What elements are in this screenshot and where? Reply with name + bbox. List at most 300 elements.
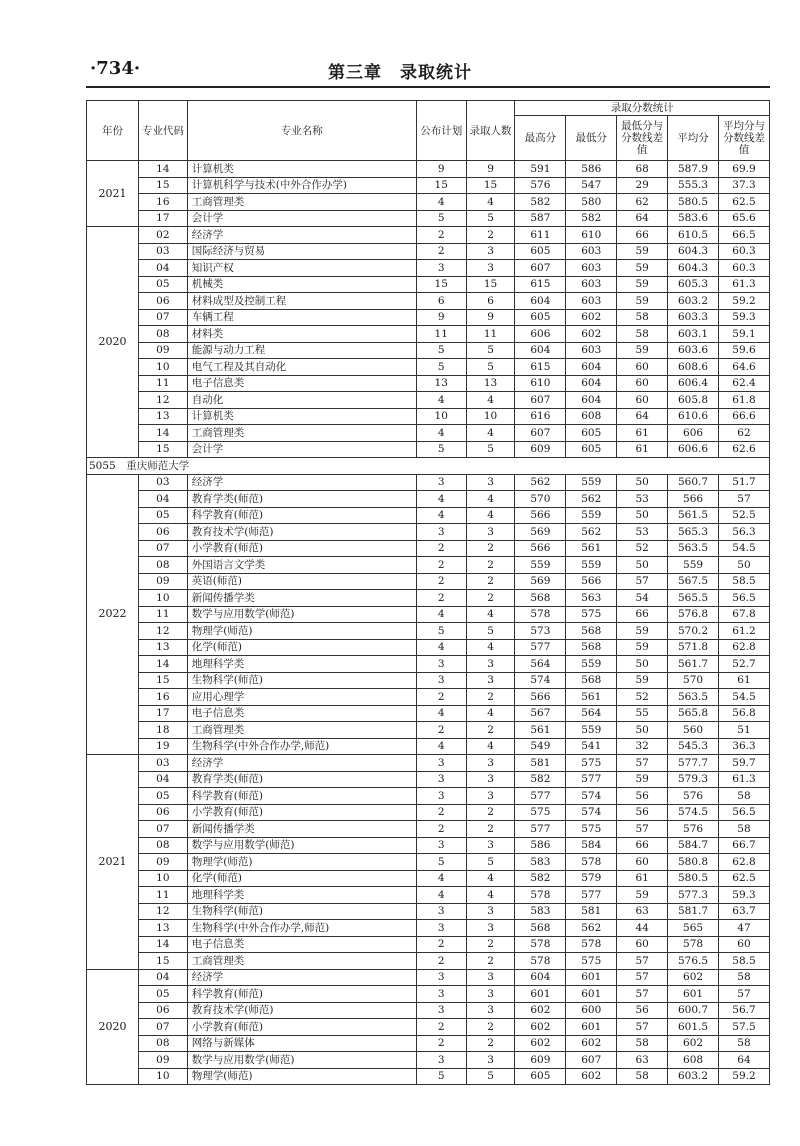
cell-min: 582 [566,210,617,227]
cell-max: 583 [515,854,566,871]
cell-plan: 2 [416,243,466,260]
cell-code: 10 [138,870,187,887]
cell-min: 581 [566,903,617,920]
cell-min-diff: 56 [617,804,668,821]
cell-min-diff: 64 [617,210,668,227]
cell-plan: 3 [416,920,466,937]
cell-avg-diff: 59.1 [718,326,769,343]
cell-avg-diff: 51 [718,722,769,739]
cell-name: 工商管理类 [187,722,416,739]
cell-min-diff: 58 [617,1068,668,1085]
cell-max: 607 [515,260,566,277]
table-row [87,309,770,326]
table-row [87,903,770,920]
cell-plan: 2 [416,227,466,244]
cell-admitted: 2 [466,689,515,706]
cell-name: 网络与新媒体 [187,1035,416,1052]
cell-min: 547 [566,177,617,194]
cell-max: 582 [515,194,566,211]
cell-avg: 606 [668,425,719,442]
cell-avg: 604.3 [668,260,719,277]
cell-plan: 5 [416,854,466,871]
cell-max: 569 [515,573,566,590]
table-row [87,722,770,739]
cell-avg: 555.3 [668,177,719,194]
cell-avg-diff: 54.5 [718,540,769,557]
cell-code: 19 [138,738,187,755]
cell-min: 574 [566,804,617,821]
cell-avg: 567.5 [668,573,719,590]
cell-avg: 580.5 [668,194,719,211]
cell-avg: 602 [668,969,719,986]
cell-avg-diff: 50 [718,557,769,574]
table-row [87,837,770,854]
cell-plan: 5 [416,359,466,376]
cell-max: 615 [515,359,566,376]
cell-admitted: 4 [466,870,515,887]
cell-min: 602 [566,309,617,326]
cell-code: 15 [138,177,187,194]
cell-max: 578 [515,606,566,623]
col-name: 专业名称 [187,101,416,161]
cell-admitted: 3 [466,837,515,854]
cell-code: 14 [138,656,187,673]
cell-admitted: 4 [466,705,515,722]
cell-avg-diff: 61.2 [718,623,769,640]
cell-name: 机械类 [187,276,416,293]
cell-code: 11 [138,606,187,623]
cell-min-diff: 61 [617,441,668,458]
col-plan: 公布计划 [416,101,466,161]
cell-admitted: 4 [466,194,515,211]
cell-avg-diff: 61.8 [718,392,769,409]
cell-max: 602 [515,1019,566,1036]
cell-min-diff: 60 [617,392,668,409]
cell-plan: 3 [416,903,466,920]
cell-name: 教育学类(师范) [187,771,416,788]
cell-admitted: 11 [466,326,515,343]
year-cell: 2022 [87,474,139,755]
cell-avg-diff: 62.5 [718,194,769,211]
cell-avg-diff: 58 [718,969,769,986]
cell-name: 科学教育(师范) [187,986,416,1003]
cell-plan: 2 [416,590,466,607]
cell-avg: 610.5 [668,227,719,244]
cell-admitted: 15 [466,276,515,293]
cell-avg-diff: 57.5 [718,1019,769,1036]
cell-admitted: 2 [466,557,515,574]
cell-name: 会计学 [187,441,416,458]
cell-max: 566 [515,540,566,557]
cell-min: 561 [566,689,617,706]
table-row [87,590,770,607]
cell-max: 577 [515,788,566,805]
cell-name: 工商管理类 [187,953,416,970]
cell-max: 601 [515,986,566,1003]
cell-name: 能源与动力工程 [187,342,416,359]
cell-min: 562 [566,491,617,508]
table-row [87,854,770,871]
cell-name: 数学与应用数学(师范) [187,1052,416,1069]
cell-avg: 574.5 [668,804,719,821]
col-avg: 平均分 [668,116,719,161]
cell-min-diff: 58 [617,326,668,343]
cell-plan: 5 [416,623,466,640]
table-row [87,474,770,491]
cell-avg: 580.5 [668,870,719,887]
cell-avg-diff: 66.7 [718,837,769,854]
cell-admitted: 3 [466,903,515,920]
table-row [87,425,770,442]
cell-name: 生物科学(师范) [187,672,416,689]
cell-admitted: 4 [466,392,515,409]
cell-plan: 3 [416,788,466,805]
cell-min: 607 [566,1052,617,1069]
cell-max: 604 [515,293,566,310]
cell-min-diff: 57 [617,755,668,772]
cell-avg-diff: 61 [718,672,769,689]
cell-admitted: 5 [466,623,515,640]
cell-code: 10 [138,359,187,376]
cell-name: 小学教育(师范) [187,540,416,557]
cell-max: 604 [515,969,566,986]
cell-min-diff: 59 [617,276,668,293]
cell-avg: 606.6 [668,441,719,458]
cell-min-diff: 50 [617,656,668,673]
table-row [87,1068,770,1085]
cell-min-diff: 55 [617,705,668,722]
cell-name: 自动化 [187,392,416,409]
cell-min-diff: 44 [617,920,668,937]
cell-avg-diff: 52.5 [718,507,769,524]
table-row [87,210,770,227]
table-row [87,177,770,194]
cell-min: 603 [566,293,617,310]
cell-code: 04 [138,491,187,508]
cell-plan: 2 [416,953,466,970]
cell-avg-diff: 54.5 [718,689,769,706]
cell-name: 经济学 [187,227,416,244]
cell-avg: 560 [668,722,719,739]
cell-min-diff: 53 [617,491,668,508]
cell-max: 570 [515,491,566,508]
cell-min-diff: 59 [617,771,668,788]
cell-avg: 584.7 [668,837,719,854]
cell-avg-diff: 64.6 [718,359,769,376]
col-code: 专业代码 [138,101,187,161]
table-row [87,1035,770,1052]
table-row [87,887,770,904]
cell-max: 578 [515,887,566,904]
table-row [87,408,770,425]
cell-min: 605 [566,441,617,458]
cell-code: 12 [138,903,187,920]
cell-plan: 5 [416,210,466,227]
table-row [87,804,770,821]
cell-name: 数学与应用数学(师范) [187,837,416,854]
cell-name: 材料类 [187,326,416,343]
cell-min-diff: 57 [617,953,668,970]
cell-plan: 15 [416,276,466,293]
cell-name: 计算机科学与技术(中外合作办学) [187,177,416,194]
cell-avg-diff: 62.6 [718,441,769,458]
cell-admitted: 4 [466,887,515,904]
cell-code: 03 [138,755,187,772]
cell-max: 581 [515,755,566,772]
cell-min: 601 [566,986,617,1003]
school-header-row [87,458,770,475]
cell-min: 575 [566,953,617,970]
cell-avg: 605.3 [668,276,719,293]
col-max: 最高分 [515,116,566,161]
cell-code: 07 [138,540,187,557]
cell-avg: 577.7 [668,755,719,772]
cell-max: 604 [515,342,566,359]
cell-name: 计算机类 [187,408,416,425]
cell-plan: 4 [416,194,466,211]
cell-code: 14 [138,161,187,178]
cell-admitted: 9 [466,309,515,326]
cell-min: 578 [566,936,617,953]
cell-avg: 581.7 [668,903,719,920]
cell-min-diff: 60 [617,854,668,871]
cell-min: 575 [566,821,617,838]
year-cell: 2021 [87,161,139,227]
cell-min-diff: 56 [617,1002,668,1019]
cell-name: 化学(师范) [187,639,416,656]
cell-plan: 2 [416,804,466,821]
cell-avg-diff: 61.3 [718,276,769,293]
cell-plan: 2 [416,1019,466,1036]
col-min: 最低分 [566,116,617,161]
cell-admitted: 4 [466,738,515,755]
cell-min: 566 [566,573,617,590]
cell-avg: 576 [668,821,719,838]
cell-max: 586 [515,837,566,854]
cell-avg: 559 [668,557,719,574]
table-row [87,606,770,623]
cell-min: 575 [566,755,617,772]
cell-max: 568 [515,920,566,937]
cell-plan: 11 [416,326,466,343]
col-score-group: 录取分数统计 [515,101,770,116]
cell-plan: 4 [416,425,466,442]
cell-code: 04 [138,771,187,788]
cell-plan: 4 [416,491,466,508]
cell-code: 07 [138,309,187,326]
cell-min-diff: 57 [617,1019,668,1036]
cell-plan: 10 [416,408,466,425]
cell-min-diff: 58 [617,1035,668,1052]
cell-max: 607 [515,392,566,409]
cell-max: 587 [515,210,566,227]
col-year: 年份 [87,101,139,161]
cell-plan: 3 [416,1002,466,1019]
cell-min-diff: 50 [617,722,668,739]
table-row [87,705,770,722]
table-row [87,507,770,524]
cell-avg-diff: 59.2 [718,293,769,310]
cell-min-diff: 61 [617,425,668,442]
cell-plan: 3 [416,771,466,788]
cell-max: 577 [515,639,566,656]
cell-avg: 561.5 [668,507,719,524]
cell-min: 559 [566,557,617,574]
cell-min: 603 [566,243,617,260]
cell-avg: 603.2 [668,293,719,310]
cell-min-diff: 59 [617,260,668,277]
cell-name: 教育技术学(师范) [187,524,416,541]
cell-avg-diff: 56.3 [718,524,769,541]
cell-code: 08 [138,1035,187,1052]
header-rule [86,86,770,88]
cell-name: 科学教育(师范) [187,507,416,524]
cell-name: 生物科学(师范) [187,903,416,920]
cell-avg-diff: 56.5 [718,804,769,821]
cell-plan: 9 [416,309,466,326]
cell-code: 05 [138,788,187,805]
table-row [87,771,770,788]
cell-name: 工商管理类 [187,425,416,442]
cell-admitted: 6 [466,293,515,310]
table-row [87,342,770,359]
cell-admitted: 3 [466,1002,515,1019]
cell-avg: 600.7 [668,1002,719,1019]
cell-min: 601 [566,969,617,986]
cell-avg: 563.5 [668,689,719,706]
cell-max: 610 [515,375,566,392]
cell-name: 新闻传播学类 [187,590,416,607]
cell-max: 574 [515,672,566,689]
table-row [87,689,770,706]
cell-avg: 565.8 [668,705,719,722]
cell-code: 08 [138,557,187,574]
cell-min-diff: 29 [617,177,668,194]
cell-name: 材料成型及控制工程 [187,293,416,310]
cell-min: 586 [566,161,617,178]
cell-admitted: 2 [466,936,515,953]
cell-avg: 601.5 [668,1019,719,1036]
cell-code: 13 [138,639,187,656]
cell-name: 地理科学类 [187,656,416,673]
cell-admitted: 3 [466,243,515,260]
cell-avg: 601 [668,986,719,1003]
cell-min-diff: 50 [617,474,668,491]
cell-admitted: 3 [466,474,515,491]
cell-code: 12 [138,623,187,640]
table-row [87,821,770,838]
cell-code: 06 [138,1002,187,1019]
cell-plan: 4 [416,887,466,904]
table-row [87,524,770,541]
cell-plan: 5 [416,1068,466,1085]
cell-code: 06 [138,524,187,541]
cell-plan: 2 [416,689,466,706]
cell-min-diff: 66 [617,837,668,854]
cell-plan: 3 [416,1052,466,1069]
cell-admitted: 5 [466,854,515,871]
cell-avg-diff: 66.5 [718,227,769,244]
cell-min: 577 [566,771,617,788]
cell-code: 10 [138,590,187,607]
cell-code: 15 [138,441,187,458]
cell-max: 573 [515,623,566,640]
cell-max: 567 [515,705,566,722]
cell-plan: 15 [416,177,466,194]
cell-avg-diff: 62.4 [718,375,769,392]
cell-min-diff: 50 [617,557,668,574]
table-row [87,672,770,689]
cell-admitted: 5 [466,441,515,458]
cell-code: 12 [138,392,187,409]
cell-name: 物理学(师范) [187,854,416,871]
cell-name: 物理学(师范) [187,1068,416,1085]
table-row [87,375,770,392]
cell-avg-diff: 64 [718,1052,769,1069]
table-body [87,161,770,1085]
cell-admitted: 5 [466,342,515,359]
cell-admitted: 3 [466,755,515,772]
cell-min: 605 [566,425,617,442]
cell-admitted: 3 [466,986,515,1003]
cell-min: 602 [566,326,617,343]
cell-code: 08 [138,837,187,854]
table-row [87,870,770,887]
cell-max: 559 [515,557,566,574]
cell-plan: 4 [416,870,466,887]
cell-max: 576 [515,177,566,194]
cell-code: 08 [138,326,187,343]
cell-name: 电子信息类 [187,936,416,953]
cell-code: 16 [138,194,187,211]
cell-avg-diff: 57 [718,986,769,1003]
cell-plan: 2 [416,722,466,739]
cell-plan: 2 [416,1035,466,1052]
cell-min: 584 [566,837,617,854]
cell-avg: 565.5 [668,590,719,607]
cell-min-diff: 58 [617,309,668,326]
table-row [87,656,770,673]
table-row [87,573,770,590]
cell-name: 英语(师范) [187,573,416,590]
cell-avg-diff: 59.6 [718,342,769,359]
table-row [87,293,770,310]
year-cell: 2020 [87,227,139,458]
cell-code: 04 [138,969,187,986]
cell-avg-diff: 59.2 [718,1068,769,1085]
cell-max: 583 [515,903,566,920]
cell-min: 574 [566,788,617,805]
cell-avg-diff: 56.5 [718,590,769,607]
school-name: 5055 重庆师范大学 [87,458,770,475]
cell-min: 600 [566,1002,617,1019]
cell-avg: 571.8 [668,639,719,656]
cell-plan: 3 [416,672,466,689]
cell-plan: 9 [416,161,466,178]
cell-admitted: 2 [466,590,515,607]
cell-min-diff: 57 [617,969,668,986]
cell-min: 568 [566,672,617,689]
cell-min-diff: 60 [617,359,668,376]
table-row [87,788,770,805]
cell-plan: 2 [416,557,466,574]
cell-min: 603 [566,342,617,359]
cell-code: 15 [138,672,187,689]
cell-avg: 576.8 [668,606,719,623]
cell-code: 09 [138,1052,187,1069]
cell-avg: 565.3 [668,524,719,541]
cell-plan: 5 [416,441,466,458]
